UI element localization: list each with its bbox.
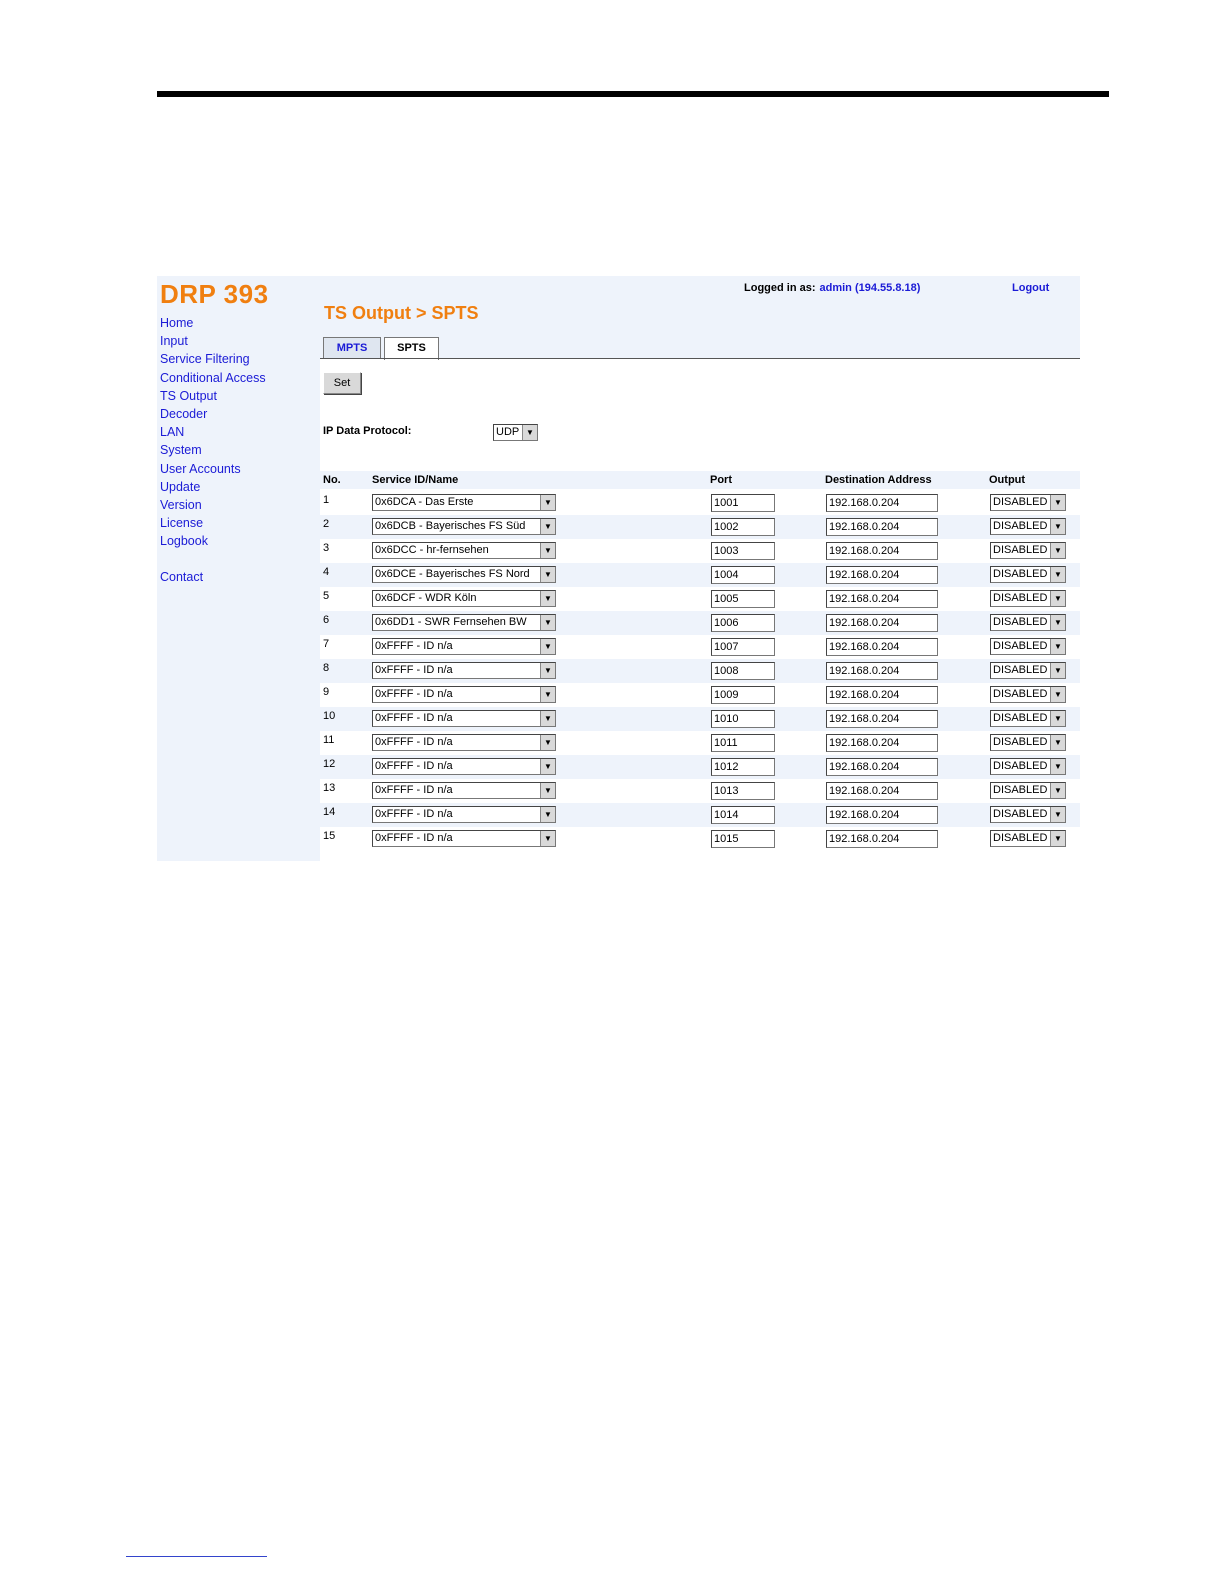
output-value: DISABLED: [993, 688, 1048, 700]
output-select[interactable]: [990, 614, 1066, 631]
sidebar-item-version[interactable]: Version: [160, 497, 202, 512]
chevron-down-icon[interactable]: ▼: [1050, 567, 1065, 582]
chevron-down-icon[interactable]: ▼: [1050, 543, 1065, 558]
port-input[interactable]: 1006: [711, 614, 775, 632]
row-number: 5: [323, 590, 330, 602]
row-number: 2: [323, 518, 330, 530]
output-value: DISABLED: [993, 520, 1048, 532]
sidebar: [157, 276, 320, 861]
chevron-down-icon[interactable]: ▼: [540, 495, 555, 510]
destination-address-input[interactable]: 192.168.0.204: [826, 662, 938, 680]
output-select[interactable]: [990, 518, 1066, 535]
service-value: 0xFFFF - ID n/a: [375, 760, 453, 772]
sidebar-item-logbook[interactable]: Logbook: [160, 534, 208, 549]
chevron-down-icon[interactable]: ▼: [540, 519, 555, 534]
row-number: 8: [323, 662, 330, 674]
service-value: 0x6DCF - WDR Köln: [375, 592, 477, 604]
chevron-down-icon[interactable]: ▼: [1050, 831, 1065, 846]
port-input[interactable]: 1012: [711, 758, 775, 776]
top-rule: [157, 91, 1109, 97]
ip-protocol-value: UDP: [496, 426, 520, 438]
output-select[interactable]: [990, 758, 1066, 775]
output-select[interactable]: [990, 782, 1066, 799]
destination-address-input[interactable]: 192.168.0.204: [826, 590, 938, 608]
table-row: [320, 491, 1080, 515]
chevron-down-icon[interactable]: ▼: [1050, 591, 1065, 606]
sidebar-item-conditional-access[interactable]: Conditional Access: [160, 370, 266, 385]
destination-address-input[interactable]: 192.168.0.204: [826, 518, 938, 536]
row-number: 3: [323, 542, 330, 554]
output-value: DISABLED: [993, 496, 1048, 508]
row-number: 4: [323, 566, 330, 578]
chevron-down-icon[interactable]: ▼: [540, 807, 555, 822]
output-select[interactable]: [990, 638, 1066, 655]
chevron-down-icon[interactable]: ▼: [1050, 615, 1065, 630]
sidebar-item-ts-output[interactable]: TS Output: [160, 388, 217, 403]
chevron-down-icon[interactable]: ▼: [540, 759, 555, 774]
output-select[interactable]: [990, 710, 1066, 727]
service-select[interactable]: [372, 638, 556, 655]
destination-address-input[interactable]: 192.168.0.204: [826, 638, 938, 656]
service-value: 0xFFFF - ID n/a: [375, 688, 453, 700]
chevron-down-icon[interactable]: ▼: [522, 425, 537, 440]
sidebar-item-contact[interactable]: Contact: [160, 570, 204, 585]
table-row: [320, 587, 1080, 611]
port-input[interactable]: 1015: [711, 830, 775, 848]
sidebar-item-license[interactable]: License: [160, 516, 204, 531]
sidebar-item-decoder[interactable]: Decoder: [160, 406, 208, 421]
chevron-down-icon[interactable]: ▼: [540, 663, 555, 678]
service-value: 0xFFFF - ID n/a: [375, 640, 453, 652]
app-window: [157, 276, 1080, 861]
destination-address-input[interactable]: 192.168.0.204: [826, 758, 938, 776]
table-row: [320, 755, 1080, 779]
service-value: 0xFFFF - ID n/a: [375, 664, 453, 676]
page-title: TS Output > SPTS: [324, 303, 479, 323]
service-value: 0xFFFF - ID n/a: [375, 832, 453, 844]
row-number: 7: [323, 638, 330, 650]
row-number: 1: [323, 494, 330, 506]
tab-mpts[interactable]: MPTS: [323, 337, 381, 359]
port-input[interactable]: 1003: [711, 542, 775, 560]
table-row: [320, 659, 1080, 683]
chevron-down-icon[interactable]: ▼: [1050, 663, 1065, 678]
service-select[interactable]: [372, 542, 556, 559]
table-row: [320, 827, 1080, 851]
table-row: [320, 515, 1080, 539]
login-user: admin (194.55.8.18): [819, 282, 921, 294]
chevron-down-icon[interactable]: ▼: [540, 615, 555, 630]
service-select[interactable]: [372, 806, 556, 823]
table-row: [320, 563, 1080, 587]
col-header-service: Service ID/Name: [372, 474, 459, 486]
main-content: [320, 276, 1080, 861]
login-info: [744, 282, 920, 294]
row-number: 15: [323, 830, 336, 842]
service-select[interactable]: [372, 518, 556, 535]
output-value: DISABLED: [993, 568, 1048, 580]
output-value: DISABLED: [993, 784, 1048, 796]
destination-address-input[interactable]: 192.168.0.204: [826, 830, 938, 848]
table-row: [320, 707, 1080, 731]
service-select[interactable]: [372, 686, 556, 703]
service-select[interactable]: [372, 614, 556, 631]
output-value: DISABLED: [993, 544, 1048, 556]
service-select[interactable]: [372, 758, 556, 775]
col-header-port: Port: [710, 474, 732, 486]
port-input[interactable]: 1007: [711, 638, 775, 656]
login-label: Logged in as:: [744, 282, 816, 294]
destination-address-input[interactable]: 192.168.0.204: [826, 806, 938, 824]
destination-address-input[interactable]: 192.168.0.204: [826, 542, 938, 560]
output-select[interactable]: [990, 662, 1066, 679]
table-row: [320, 539, 1080, 563]
sidebar-item-user-accounts[interactable]: User Accounts: [160, 461, 241, 476]
footer-rule: [126, 1556, 267, 1557]
table-row: [320, 803, 1080, 827]
port-input[interactable]: 1013: [711, 782, 775, 800]
service-select[interactable]: [372, 782, 556, 799]
output-value: DISABLED: [993, 712, 1048, 724]
port-input[interactable]: 1014: [711, 806, 775, 824]
chevron-down-icon[interactable]: ▼: [1050, 711, 1065, 726]
service-select[interactable]: [372, 494, 556, 511]
chevron-down-icon[interactable]: ▼: [540, 783, 555, 798]
service-value: 0x6DCC - hr-fernsehen: [375, 544, 489, 556]
main-header: [320, 276, 1080, 359]
port-input[interactable]: 1004: [711, 566, 775, 584]
sidebar-item-system[interactable]: System: [160, 443, 202, 458]
row-number: 6: [323, 614, 330, 626]
chevron-down-icon[interactable]: ▼: [540, 687, 555, 702]
chevron-down-icon[interactable]: ▼: [540, 543, 555, 558]
service-select[interactable]: [372, 830, 556, 847]
service-select[interactable]: [372, 590, 556, 607]
output-value: DISABLED: [993, 592, 1048, 604]
sidebar-item-home[interactable]: Home: [160, 316, 194, 330]
service-select[interactable]: [372, 734, 556, 751]
output-value: DISABLED: [993, 640, 1048, 652]
sidebar-item-update[interactable]: Update: [160, 479, 201, 494]
col-header-destination: Destination Address: [825, 474, 932, 486]
service-value: 0x6DCE - Bayerisches FS Nord: [375, 568, 530, 580]
ip-protocol-label: IP Data Protocol:: [323, 425, 412, 437]
set-button[interactable]: Set: [323, 372, 361, 394]
output-select[interactable]: [990, 494, 1066, 511]
row-number: 9: [323, 686, 330, 698]
row-number: 11: [323, 734, 335, 746]
sidebar-nav: [160, 314, 266, 587]
port-input[interactable]: 1005: [711, 590, 775, 608]
tab-divider: [320, 358, 1080, 359]
destination-address-input[interactable]: 192.168.0.204: [826, 566, 938, 584]
chevron-down-icon[interactable]: ▼: [540, 735, 555, 750]
port-input[interactable]: 1009: [711, 686, 775, 704]
sidebar-item-lan[interactable]: LAN: [160, 425, 185, 440]
port-input[interactable]: 1002: [711, 518, 775, 536]
chevron-down-icon[interactable]: ▼: [1050, 735, 1065, 750]
chevron-down-icon[interactable]: ▼: [540, 711, 555, 726]
ip-protocol-select[interactable]: [493, 424, 538, 441]
table-row: [320, 635, 1080, 659]
col-header-no: No.: [323, 474, 341, 486]
port-input[interactable]: 1010: [711, 710, 775, 728]
service-value: 0xFFFF - ID n/a: [375, 784, 453, 796]
port-input[interactable]: 1001: [711, 494, 775, 512]
output-select[interactable]: [990, 590, 1066, 607]
output-value: DISABLED: [993, 736, 1048, 748]
table-row: [320, 779, 1080, 803]
destination-address-input[interactable]: 192.168.0.204: [826, 734, 938, 752]
output-select[interactable]: [990, 734, 1066, 751]
sidebar-item-input[interactable]: Input: [160, 334, 188, 349]
chevron-down-icon[interactable]: ▼: [1050, 783, 1065, 798]
tab-spts[interactable]: SPTS: [384, 337, 439, 360]
chevron-down-icon[interactable]: ▼: [1050, 807, 1065, 822]
destination-address-input[interactable]: 192.168.0.204: [826, 614, 938, 632]
table-header: [320, 471, 1080, 489]
col-header-output: Output: [989, 474, 1026, 486]
chevron-down-icon[interactable]: ▼: [1050, 495, 1065, 510]
service-value: 0xFFFF - ID n/a: [375, 736, 453, 748]
destination-address-input[interactable]: 192.168.0.204: [826, 710, 938, 728]
chevron-down-icon[interactable]: ▼: [540, 591, 555, 606]
chevron-down-icon[interactable]: ▼: [540, 639, 555, 654]
service-value: 0xFFFF - ID n/a: [375, 712, 453, 724]
service-value: 0x6DCA - Das Erste: [375, 496, 474, 508]
service-select[interactable]: [372, 566, 556, 583]
chevron-down-icon[interactable]: ▼: [540, 831, 555, 846]
chevron-down-icon[interactable]: ▼: [1050, 639, 1065, 654]
output-value: DISABLED: [993, 616, 1048, 628]
table-row: [320, 731, 1080, 755]
output-select[interactable]: [990, 686, 1066, 703]
output-select[interactable]: [990, 806, 1066, 823]
destination-address-input[interactable]: 192.168.0.204: [826, 494, 938, 512]
row-number: 12: [323, 758, 336, 770]
service-select[interactable]: [372, 710, 556, 727]
app-logo: DRP 393: [160, 279, 269, 309]
destination-address-input[interactable]: 192.168.0.204: [826, 782, 938, 800]
output-select[interactable]: [990, 542, 1066, 559]
row-number: 10: [323, 710, 336, 722]
service-select[interactable]: [372, 662, 556, 679]
row-number: 13: [323, 782, 336, 794]
output-value: DISABLED: [993, 832, 1048, 844]
row-number: 14: [323, 806, 336, 818]
destination-address-input[interactable]: 192.168.0.204: [826, 686, 938, 704]
logout-link[interactable]: Logout: [1012, 282, 1050, 294]
table-row: [320, 611, 1080, 635]
table-row: [320, 683, 1080, 707]
sidebar-item-service-filtering[interactable]: Service Filtering: [160, 352, 250, 367]
output-select[interactable]: [990, 830, 1066, 847]
output-value: DISABLED: [993, 760, 1048, 772]
service-value: 0x6DCB - Bayerisches FS Süd: [375, 520, 526, 532]
chevron-down-icon[interactable]: ▼: [540, 567, 555, 582]
service-value: 0xFFFF - ID n/a: [375, 808, 453, 820]
output-value: DISABLED: [993, 664, 1048, 676]
output-value: DISABLED: [993, 808, 1048, 820]
chevron-down-icon[interactable]: ▼: [1050, 519, 1065, 534]
output-select[interactable]: [990, 566, 1066, 583]
chevron-down-icon[interactable]: ▼: [1050, 687, 1065, 702]
chevron-down-icon[interactable]: ▼: [1050, 759, 1065, 774]
service-value: 0x6DD1 - SWR Fernsehen BW: [375, 616, 527, 628]
port-input[interactable]: 1008: [711, 662, 775, 680]
port-input[interactable]: 1011: [711, 734, 775, 752]
